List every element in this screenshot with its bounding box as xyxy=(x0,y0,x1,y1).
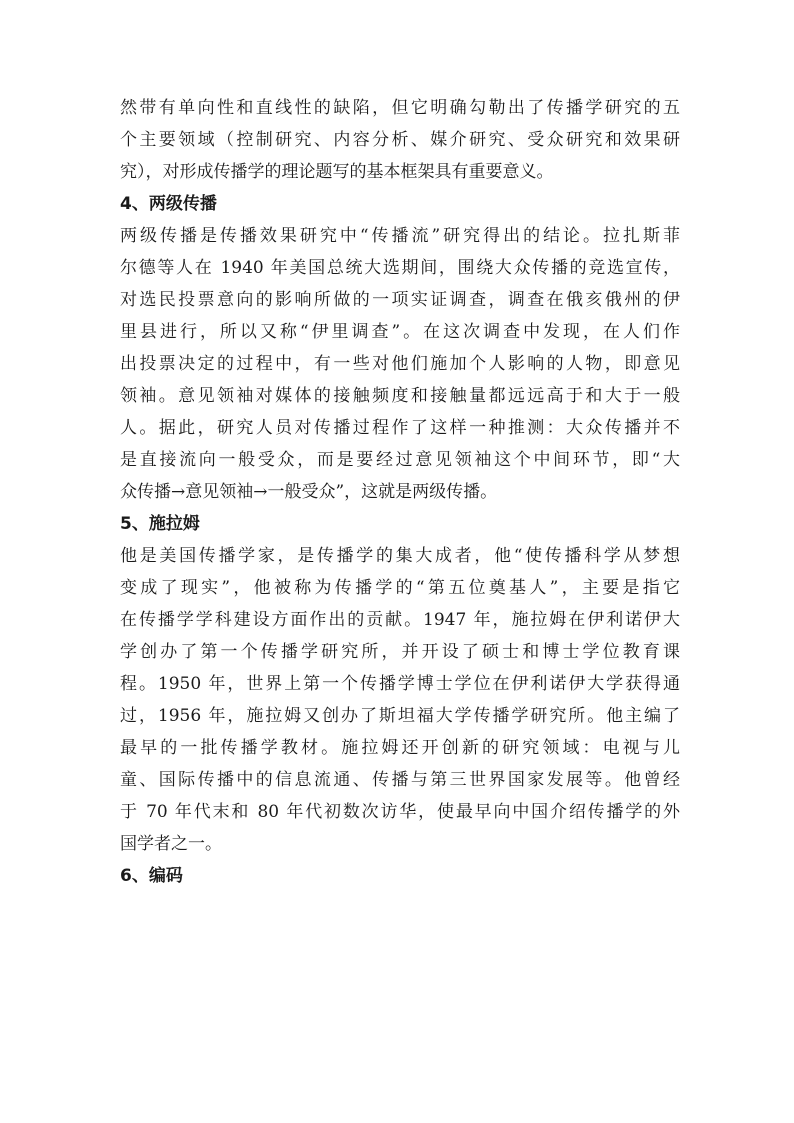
text-line: 程。1950 年，世界上第一个传播学博士学位在伊利诺伊大学获得通 xyxy=(120,674,680,694)
text-line: 领袖。意见领袖对媒体的接触频度和接触量都远远高于和大于一般 xyxy=(120,386,680,406)
two-step-flow-paragraph xyxy=(120,220,680,508)
section-heading-two-step-flow: 4、两级传播 xyxy=(120,194,217,214)
text-line: 学创办了第一个传播学研究所，并开设了硕士和博士学位教育课 xyxy=(120,642,680,662)
text-line: 最早的一批传播学教材。施拉姆还开创新的研究领域：电视与儿 xyxy=(120,738,680,758)
text-line: 是直接流向一般受众，而是要经过意见领袖这个中间环节，即“大 xyxy=(120,450,680,470)
text-line: 尔德等人在 1940 年美国总统大选期间，围绕大众传播的竞选宣传， xyxy=(120,258,680,278)
schramm-paragraph xyxy=(120,540,680,860)
text-line: 两级传播是传播效果研究中“传播流”研究得出的结论。拉扎斯菲 xyxy=(120,226,680,246)
text-line: 变成了现实”，他被称为传播学的“第五位奠基人”，主要是指它 xyxy=(120,578,680,598)
text-line: 究），对形成传播学的理论题写的基本框架具有重要意义。 xyxy=(120,162,554,182)
text-line: 个主要领域（控制研究、内容分析、媒介研究、受众研究和效果研 xyxy=(120,130,680,150)
text-line: 在传播学学科建设方面作出的贡献。1947 年，施拉姆在伊利诺伊大 xyxy=(120,610,680,630)
text-line: 出投票决定的过程中，有一些对他们施加个人影响的人物，即意见 xyxy=(120,354,680,374)
text-line: 众传播→意见领袖→一般受众”，这就是两级传播。 xyxy=(120,482,498,502)
intro-paragraph xyxy=(120,92,680,188)
section-heading-schramm: 5、施拉姆 xyxy=(120,514,200,534)
text-line: 过，1956 年，施拉姆又创办了斯坦福大学传播学研究所。他主编了 xyxy=(120,706,680,726)
document-body xyxy=(120,92,680,892)
text-line: 然带有单向性和直线性的缺陷，但它明确勾勒出了传播学研究的五 xyxy=(120,98,680,118)
text-line: 里县进行，所以又称“伊里调查”。在这次调查中发现，在人们作 xyxy=(120,322,680,342)
text-line: 他是美国传播学家，是传播学的集大成者，他“使传播科学从梦想 xyxy=(120,546,680,566)
section-heading-encoding: 6、编码 xyxy=(120,866,183,886)
text-line: 于 70 年代末和 80 年代初数次访华，使最早向中国介绍传播学的外 xyxy=(120,802,680,822)
text-line: 国学者之一。 xyxy=(120,834,222,854)
text-line: 人。据此，研究人员对传播过程作了这样一种推测：大众传播并不 xyxy=(120,418,680,438)
text-line: 童、国际传播中的信息流通、传播与第三世界国家发展等。他曾经 xyxy=(120,770,680,790)
text-line: 对选民投票意向的影响所做的一项实证调查，调查在俄亥俄州的伊 xyxy=(120,290,680,310)
